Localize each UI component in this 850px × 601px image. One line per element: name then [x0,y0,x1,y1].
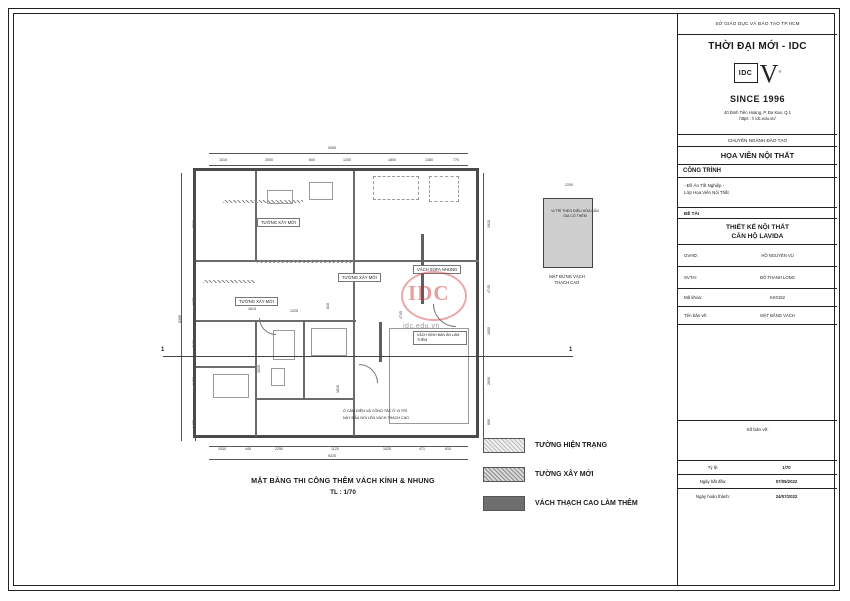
field-svth [678,267,837,289]
partition-vertical-center-top [353,171,355,262]
plan-caption-title: MẶT BẰNG THI CÔNG THÊM VÁCH KÍNH & NHUNG [251,476,435,485]
since-text: SINCE 1996 [729,94,786,104]
field-makhoa-value: KK0152 [770,295,785,300]
furniture-wardrobe [309,182,333,200]
legend-label-new: TƯỜNG XÂY MỚI [535,471,594,478]
label-tuong-xay-moi-2: TƯỜNG XÂY MỚI [338,273,381,282]
field-tenbanve-value: MẶT BẰNG VÁCH [760,313,795,318]
registered-icon: ® [778,68,782,74]
dim-right-1: 1915 [487,220,491,228]
partition-horizontal-mid [196,320,356,322]
footer-scale-key: Tỷ lệ: [707,465,719,470]
title-block [677,13,837,586]
dim-right-3: 1050 [487,327,491,335]
dim-right-5: 890 [487,419,491,425]
major-row [678,147,837,165]
furniture-kitchen-counter [311,328,347,356]
topic-row [678,219,837,245]
dim-int-2200: 2200 [565,183,573,187]
dim-right-4: 2600 [487,377,491,385]
logo-mark-text: V [759,59,779,89]
dim-bottom-overall: 9225 [328,454,336,458]
footer-end-key: Ngày hoàn thành: [696,493,730,499]
address-line-1: 40 Đinh Tiên Hoàng, P. Đa Kao, Q.1 [724,110,791,115]
furniture-bed-top [267,190,293,204]
detail-caption-line1: MẶT ĐỨNG VÁCH [549,274,585,279]
new-wall-mid [257,260,353,263]
legend [483,438,638,525]
furniture-cabinet [213,374,249,398]
plan-note-line-1: Ổ CẮM ĐIỆN VÀ CÔNG TẮC Ở VỊ TRÍ [343,409,407,413]
plan-caption-scale: TL : 1/70 [330,489,356,496]
section-mark-right: 1 [569,347,573,353]
dim-line-top-chain [209,165,468,166]
legend-label-gypsum: VÁCH THẠCH CAO LÀM THÊM [535,500,638,507]
legend-item-gypsum [483,496,638,511]
dim-top-7: 770 [453,158,459,162]
brand-logo [682,56,833,90]
sheet-number-label: Số bản vẽ: [746,427,769,432]
dim-bot-4: 1125 [331,447,339,451]
dim-top-6: 1380 [425,158,433,162]
dim-int-1225: 1225 [290,309,298,313]
project-line-1: - Đồ Án Tốt Nghiệp - [684,183,725,188]
sheet-number-row [678,421,837,461]
field-makhoa [678,289,837,307]
drawing-area [13,13,675,586]
plan-caption [218,476,468,496]
dim-bot-7: 815 [445,447,451,451]
dim-bot-1: 1530 [218,447,226,451]
dim-bot-3: 2250 [275,447,283,451]
field-gvhd [678,245,837,267]
furniture-balcony-planter [373,176,419,200]
dim-right-2: 4745 [487,285,491,293]
footer-start-key: Ngày bắt đầu: [699,479,727,484]
partition-vertical-left-bottom [255,320,257,436]
footer-end-value: 24/07/2022 [775,493,798,499]
new-wall-left [203,280,255,283]
dim-bot-6: 471 [419,447,425,451]
legend-swatch-existing [483,438,525,453]
dim-left-overall: 8395 [178,315,182,323]
footer-scale-value: 1/70 [782,465,791,470]
topic-line-1: THIẾT KẾ NỘI THẤT [725,223,789,231]
major-label: CHUYÊN NGÀNH ĐÀO TẠO [727,138,788,143]
label-tuong-xay-moi-1: TƯỜNG XÂY MỚI [257,218,300,227]
section-cut-line [163,356,573,357]
legend-item-new [483,467,638,482]
footer-start-date [678,475,837,489]
dim-top-1: 1515 [219,158,227,162]
dim-line-top-overall [209,153,468,154]
field-tenbanve [678,307,837,325]
project-label-row [678,165,837,178]
dim-top-4: 1200 [343,158,351,162]
major-label-row [678,135,837,147]
legend-swatch-new [483,467,525,482]
project-row [678,178,837,208]
dim-int-1615: 1615 [257,365,261,373]
dim-line-left-overall [181,173,182,441]
partition-vertical-bath [303,320,305,400]
dim-int-4745: 4745 [399,311,403,319]
major-value: HỌA VIÊN NỘI THẤT [720,151,795,160]
dim-int-1810: 1810 [336,385,340,393]
topic-label-row [678,208,837,219]
authority-text: SỞ GIÁO DỤC VÀ ĐÀO TẠO TP.HCM [715,21,800,26]
topic-label: ĐỀ TÀI [684,210,700,216]
legend-item-existing [483,438,638,453]
dim-top-5: 1800 [388,158,396,162]
label-tuong-xay-moi-3: TƯỜNG XÂY MỚI [235,297,278,306]
address-line-2: https : // idc.edu.vn/ [739,116,776,122]
partition-small-left [196,366,256,368]
dim-line-right-chain [483,173,484,441]
fixture-toilet [271,368,285,386]
dim-bot-2: 445 [245,447,251,451]
furniture-planter-2 [429,176,459,202]
legend-swatch-gypsum [483,496,525,511]
label-vach-sofa-nhung: VÁCH SOFA NHUNG [413,265,461,274]
footer-end-date [678,489,837,503]
checkmark-icon [759,59,782,89]
field-gvhd-value: HỒ NGUYÊN VŨ [761,253,794,258]
field-gvhd-key: GVHD: [684,253,698,258]
watermark-url: idc.edu.vn [403,323,440,330]
project-label: CÔNG TRÌNH [683,168,721,174]
footer-scale [678,461,837,475]
idc-logo-icon: IDC [734,63,758,83]
watermark-logo: IDC [408,281,450,305]
label-vach-kinh-ban-an: VÁCH KÍNH BÀN ĂN LÀM THÊM [413,331,467,345]
dim-top-overall: 9265 [328,146,336,150]
legend-label-existing: TƯỜNG HIỆN TRẠNG [535,442,608,449]
field-svth-key: SVTH: [684,275,697,280]
dim-int-1815: 1815 [248,307,256,311]
topic-line-2: CĂN HỘ LAVIDA [731,232,784,240]
section-mark-left: 1 [161,347,165,353]
brand-block [678,35,837,135]
dim-top-3: 600 [309,158,315,162]
field-makhoa-key: Mã khóa: [684,295,703,300]
detail-caption [521,274,613,287]
notes-blank-area [678,325,837,421]
partition-bath-bottom [257,398,355,400]
project-line-2: Lớp Họa Viên Nội Thất [684,190,729,196]
field-svth-value: ĐỖ THANH LONG [760,275,795,280]
dim-line-bottom-overall [209,459,468,460]
field-tenbanve-key: Tên bản vẽ: [684,313,708,318]
detail-note: VỊ TRÍ THEO ĐIỀU HÒA CẦN GIA CỐ THÊM [551,209,599,219]
partition-vertical-left-top [255,171,257,262]
footer-start-value: 07/05/2022 [775,479,798,484]
brand-name: THỜI ĐẠI MỚI - IDC [708,41,807,52]
plan-note-line-2: NÀY ĐẤU NỐI LÊN VÁCH THẠCH CAO [343,416,410,420]
dim-top-2: 2000 [265,158,273,162]
detail-caption-line2: THẠCH CAO [554,280,580,286]
authority-row [678,13,837,35]
dim-bot-5: 1025 [383,447,391,451]
address-block [682,110,833,123]
dim-int-815: 815 [326,303,330,309]
